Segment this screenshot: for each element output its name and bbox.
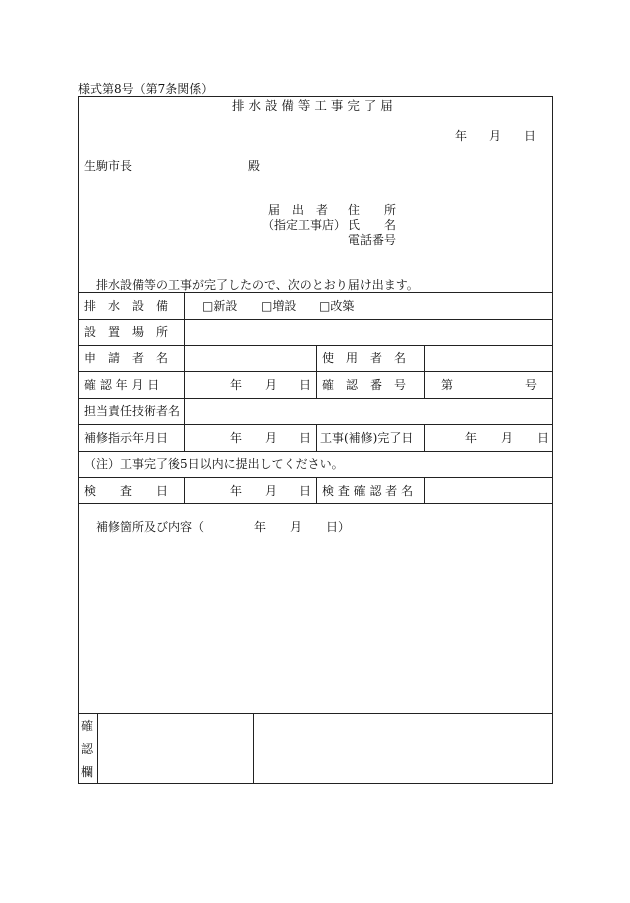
option-new[interactable]: □新設 — [202, 299, 238, 313]
inspector-label: 検 査 確 認 者 名 — [322, 484, 414, 498]
repair-date-month: 月 — [265, 431, 278, 445]
facility-label: 排 水 設 備 — [84, 299, 169, 313]
confirm-date-month: 月 — [265, 378, 278, 392]
date-year-label: 年 — [455, 129, 468, 143]
completion-date-day: 日 — [537, 431, 550, 445]
date-month-label: 月 — [489, 129, 502, 143]
completion-date-label: 工事(補修)完了日 — [320, 431, 414, 445]
confirm-number-label: 確 認 番 号 — [322, 378, 407, 392]
addressee-name: 生駒市長 — [84, 159, 133, 173]
statement-text: 排水設備等の工事が完了したので、次のとおり届け出ます。 — [96, 278, 419, 292]
confirm-column-char-3: 欄 — [81, 765, 94, 779]
completion-date-year: 年 — [465, 431, 478, 445]
confirm-column-char-2: 認 — [81, 742, 94, 756]
confirm-date-year: 年 — [230, 378, 243, 392]
applicant-label: 届 出 者 — [268, 203, 329, 217]
note-text: （注）工事完了後5日以内に提出してください。 — [84, 457, 344, 471]
applicant-name-label: 申 請 者 名 — [84, 351, 169, 365]
confirm-column-char-1: 確 — [81, 719, 94, 733]
option-renovation[interactable]: □改築 — [319, 299, 355, 313]
designated-contractor-label: （指定工事店） — [262, 218, 347, 232]
name-label: 氏 名 — [348, 218, 397, 232]
engineer-label: 担当責任技術者名 — [84, 404, 181, 418]
option-extension[interactable]: □増設 — [261, 299, 297, 313]
inspection-date-label: 検 査 日 — [84, 484, 169, 498]
repair-date-label: 補修指示年月日 — [84, 431, 169, 445]
addressee-honorific: 殿 — [248, 159, 261, 173]
repair-date-year: 年 — [230, 431, 243, 445]
confirm-number-prefix: 第 — [441, 378, 454, 392]
location-label: 設 置 場 所 — [84, 325, 169, 339]
phone-label: 電話番号 — [348, 233, 397, 247]
confirm-date-day: 日 — [299, 378, 312, 392]
inspection-date-day: 日 — [299, 484, 312, 498]
date-day-label: 日 — [524, 129, 537, 143]
user-name-label: 使 用 者 名 — [322, 351, 407, 365]
repair-detail-date: 年 月 日） — [254, 520, 351, 534]
inspection-date-year: 年 — [230, 484, 243, 498]
repair-detail-label: 補修箇所及び内容（ — [96, 520, 205, 534]
confirm-number-suffix: 号 — [525, 378, 538, 392]
form-title: 排 水 設 備 等 工 事 完 了 届 — [232, 98, 393, 113]
inspection-date-month: 月 — [265, 484, 278, 498]
confirm-date-label: 確 認 年 月 日 — [84, 378, 160, 392]
completion-date-month: 月 — [501, 431, 514, 445]
repair-date-day: 日 — [299, 431, 312, 445]
form-label: 様式第8号（第7条関係） — [78, 82, 214, 96]
address-label: 住 所 — [348, 203, 397, 217]
